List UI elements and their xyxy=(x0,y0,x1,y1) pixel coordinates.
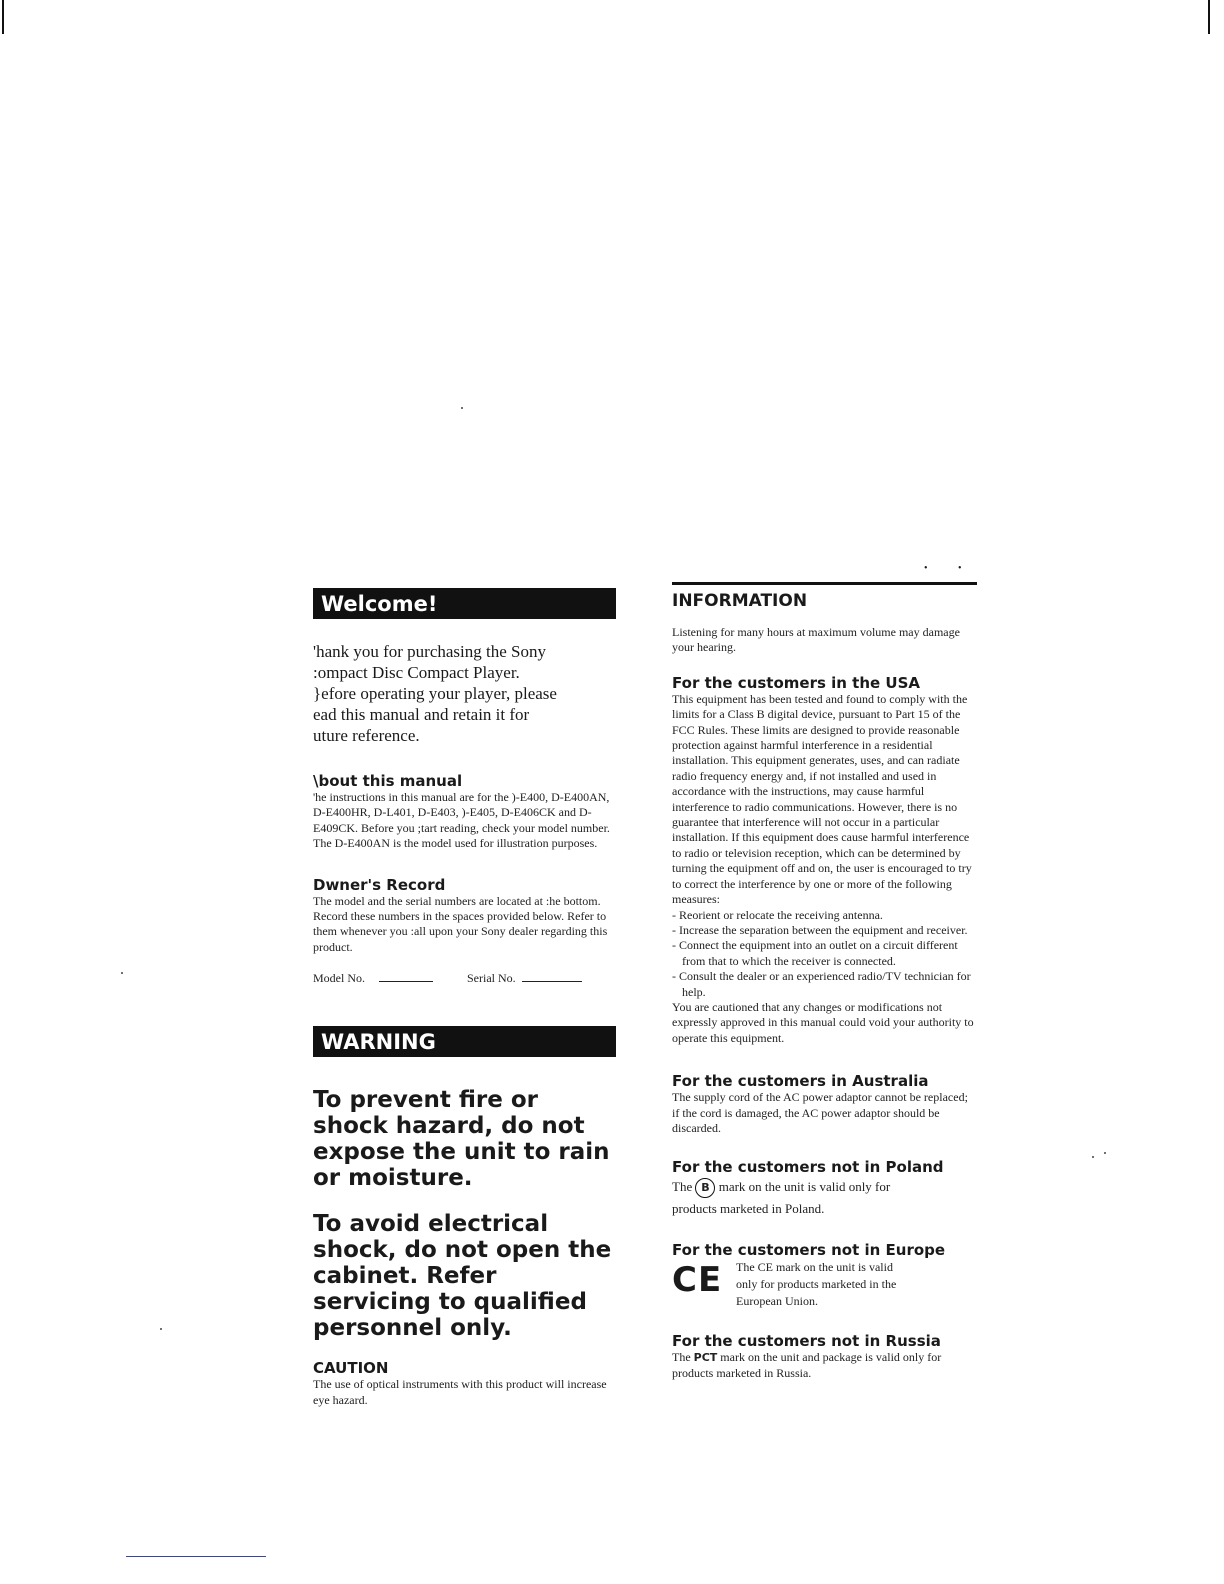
europe-text: The CE mark on the unit is valid only for products marketed in the European Union. xyxy=(736,1260,897,1309)
serial-no-line xyxy=(522,971,582,982)
australia-section xyxy=(672,1072,977,1136)
warning-title-bar: WARNING xyxy=(313,1026,616,1057)
scan-speck xyxy=(160,1328,162,1330)
australia-heading: For the customers in Australia xyxy=(672,1072,929,1091)
b-mark-icon: B xyxy=(695,1178,715,1198)
scan-speck xyxy=(1092,1156,1094,1158)
serial-no-label: Serial No. xyxy=(467,971,516,986)
about-section xyxy=(313,772,616,852)
usa-text: This equipment has been tested and found to comply with the limits for a Class B digital device, pursuant to Part 15 of the FCC Rules. These limits are designed to provide reasonable protection against harmful interference in a residential installation. This equipment generates, uses, and can radiate radio frequency energy and, if not installed and used in accordance with the instructions, may cause harmful interference to radio communications. However, there is no guarantee that interference will not occur in a particular installation. If this equipment does cause harmful interference to radio or television reception, which can be determined by turning the equipment off and on, the user is encouraged to try to correct the interference by one or more of the following measures: xyxy=(672,691,972,907)
about-text: 'he instructions in this manual are for the )-E400, D-E400AN, D-E400HR, D-L401, D-E403, )-E405, D-E406CK and D-E409CK. Before you ;tart reading, check your model number. The D-E400AN is the model used for illustration purposes. xyxy=(313,790,610,851)
measures-list xyxy=(672,908,977,1000)
right-column xyxy=(672,582,977,1381)
corner-dots: • • xyxy=(924,563,976,574)
russia-heading: For the customers not in Russia xyxy=(672,1332,941,1351)
owners-record-heading: Dwner's Record xyxy=(313,875,446,894)
caution-heading: CAUTION xyxy=(313,1359,389,1378)
europe-section xyxy=(672,1241,977,1310)
page-edge-left xyxy=(2,0,4,34)
record-fields xyxy=(313,971,616,986)
welcome-intro xyxy=(313,641,616,746)
poland-text-before: The xyxy=(672,1179,693,1195)
usa-closing: You are cautioned that any changes or modifications not expressly approved in this manual could void your authority to operate this equipment. xyxy=(672,999,974,1045)
model-no-label: Model No. xyxy=(313,971,365,986)
caution-section xyxy=(313,1359,616,1408)
list-item: - Connect the equipment into an outlet on a circuit different from that to which the receiver is connected. xyxy=(672,938,977,969)
scan-speck xyxy=(1104,1152,1106,1154)
poland-text-after: mark on the unit is valid only for xyxy=(718,1179,891,1195)
russia-text xyxy=(672,1350,977,1381)
owners-record-section xyxy=(313,876,616,987)
model-no-line xyxy=(379,971,433,982)
intro-line: }efore operating your player, please xyxy=(313,684,557,703)
list-item: - Consult the dealer or an experienced radio/TV technician for help. xyxy=(672,969,977,1000)
intro-line: ead this manual and retain it for xyxy=(313,705,530,724)
warning-statement-shock: To avoid electrical shock, do not open the cabinet. Refer servicing to qualified personnel only. xyxy=(313,1211,612,1342)
information-heading: INFORMATION xyxy=(672,591,808,611)
warning-statement-fire: To prevent fire or shock hazard, do not expose the unit to rain or moisture. xyxy=(313,1087,610,1192)
welcome-title-bar: Welcome! xyxy=(313,588,616,619)
poland-text xyxy=(672,1176,977,1198)
intro-line: 'hank you for purchasing the Sony xyxy=(313,642,546,661)
scan-speck xyxy=(461,407,463,409)
scan-speck xyxy=(121,972,123,974)
caution-text: The use of optical instruments with this product will increase eye hazard. xyxy=(313,1377,607,1407)
russia-text-before: The xyxy=(672,1350,691,1365)
list-item: - Reorient or relocate the receiving antenna. xyxy=(672,908,977,923)
bottom-edge-line xyxy=(126,1556,266,1557)
europe-row xyxy=(672,1259,977,1310)
poland-heading: For the customers not in Poland xyxy=(672,1158,944,1177)
top-rule xyxy=(672,582,977,585)
page-edge-right xyxy=(1208,0,1210,34)
europe-heading: For the customers not in Europe xyxy=(672,1241,946,1260)
russia-text-after: mark on the unit and package is valid only for products marketed in Russia. xyxy=(672,1350,942,1380)
ce-mark-icon: CE xyxy=(672,1260,723,1301)
pct-mark-icon: PCT xyxy=(693,1351,718,1365)
australia-text: The supply cord of the AC power adaptor cannot be replaced; if the cord is damaged, the AC power adaptor should be discarded. xyxy=(672,1090,968,1135)
poland-section xyxy=(672,1158,977,1219)
intro-line: :ompact Disc Compact Player. xyxy=(313,663,520,682)
list-item: - Increase the separation between the equipment and receiver. xyxy=(672,923,977,938)
poland-text-line2: products marketed in Poland. xyxy=(672,1201,825,1217)
intro-line: uture reference. xyxy=(313,726,420,745)
about-heading: \bout this manual xyxy=(313,772,463,790)
russia-section xyxy=(672,1332,977,1381)
usa-heading: For the customers in the USA xyxy=(672,673,921,692)
owners-record-text: The model and the serial numbers are located at :he bottom. Record these numbers in the spaces provided below. Refer to them whenever you :all upon your Sony dealer regarding this product. xyxy=(313,893,608,954)
usa-section xyxy=(672,674,977,1046)
information-text: Listening for many hours at maximum volume may damage your hearing. xyxy=(672,625,960,655)
left-column xyxy=(313,588,616,1408)
